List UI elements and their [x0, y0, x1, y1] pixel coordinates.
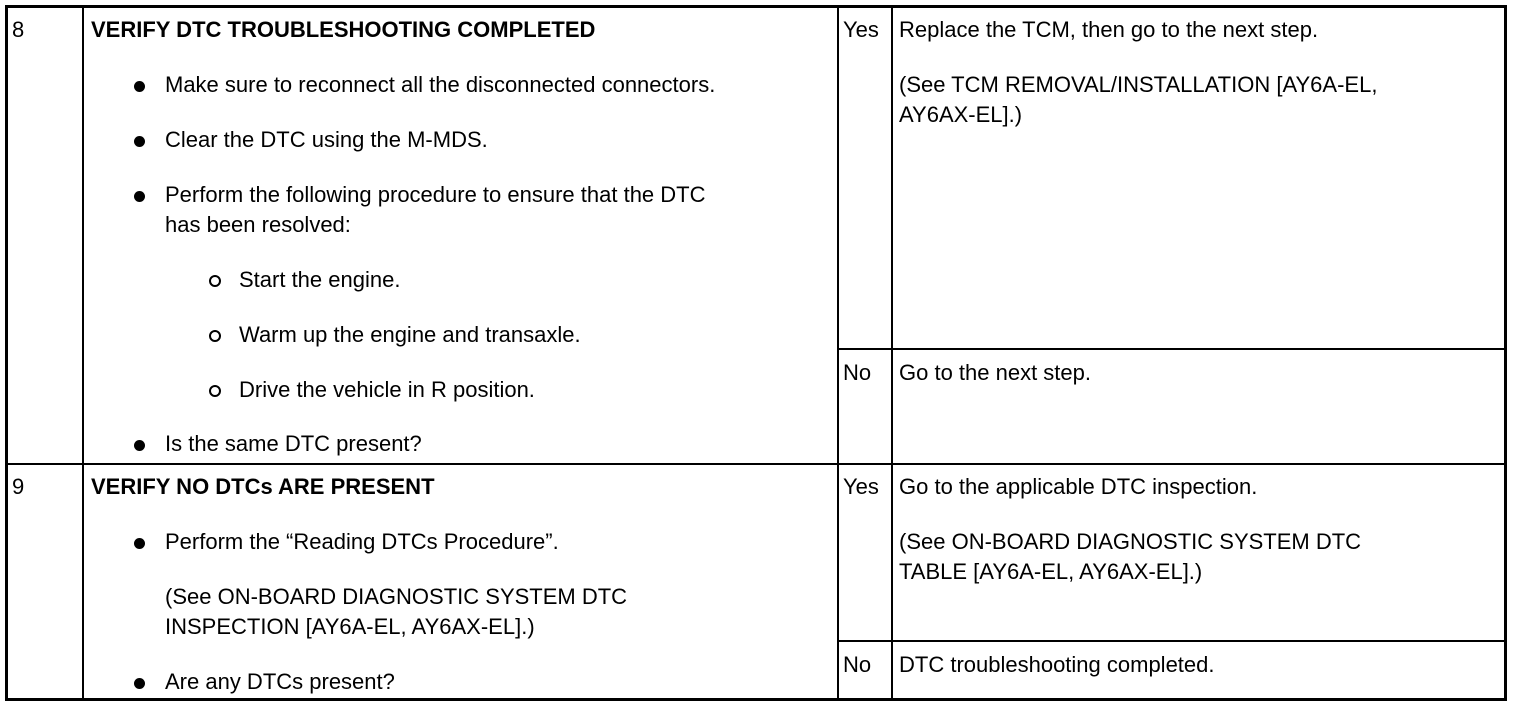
no-label: No [843, 360, 872, 385]
step-question: Are any DTCs present? [165, 669, 395, 694]
col-divider-action [837, 8, 839, 698]
yes-reference: (See ON-BOARD DIAGNOSTIC SYSTEM DTC [899, 529, 1362, 554]
step-subitem: Warm up the engine and transaxle. [239, 322, 581, 347]
yes-reference-continued: TABLE [AY6A-EL, AY6AX-EL].) [899, 559, 1203, 584]
bullet-icon [134, 678, 145, 689]
troubleshooting-table [5, 5, 1507, 701]
step-item: Clear the DTC using the M-MDS. [165, 127, 488, 152]
step-subitem: Drive the vehicle in R position. [239, 377, 535, 402]
yes-action: Replace the TCM, then go to the next step. [899, 17, 1319, 42]
row-divider-8-no [837, 348, 1504, 350]
bullet-icon [134, 136, 145, 147]
col-divider-answer [891, 8, 893, 698]
yes-reference-continued: AY6AX-EL].) [899, 102, 1023, 127]
bullet-icon [134, 81, 145, 92]
sub-bullet-icon [209, 330, 221, 342]
step-item: Make sure to reconnect all the disconnected connectors. [165, 72, 716, 97]
step-item-continued: has been resolved: [165, 212, 351, 237]
step-question: Is the same DTC present? [165, 431, 422, 456]
no-action: Go to the next step. [899, 360, 1092, 385]
sub-bullet-icon [209, 275, 221, 287]
step-reference-continued: INSPECTION [AY6A-EL, AY6AX-EL].) [165, 614, 535, 639]
col-divider-step [82, 8, 84, 698]
no-label: No [843, 652, 872, 677]
row-divider-9-no [837, 640, 1504, 642]
bullet-icon [134, 538, 145, 549]
step-subitem: Start the engine. [239, 267, 401, 292]
yes-action: Go to the applicable DTC inspection. [899, 474, 1258, 499]
step-item: Perform the “Reading DTCs Procedure”. [165, 529, 559, 554]
step-title: VERIFY NO DTCs ARE PRESENT [91, 474, 435, 499]
yes-label: Yes [843, 474, 879, 499]
step-title: VERIFY DTC TROUBLESHOOTING COMPLETED [91, 17, 596, 42]
no-action: DTC troubleshooting completed. [899, 652, 1215, 677]
sub-bullet-icon [209, 385, 221, 397]
yes-reference: (See TCM REMOVAL/INSTALLATION [AY6A-EL, [899, 72, 1378, 97]
row-divider-8-9 [8, 463, 1504, 465]
step-item: Perform the following procedure to ensure that the DTC [165, 182, 706, 207]
step-number: 8 [12, 17, 25, 42]
bullet-icon [134, 191, 145, 202]
step-reference: (See ON-BOARD DIAGNOSTIC SYSTEM DTC [165, 584, 628, 609]
yes-label: Yes [843, 17, 879, 42]
step-number: 9 [12, 474, 25, 499]
bullet-icon [134, 440, 145, 451]
